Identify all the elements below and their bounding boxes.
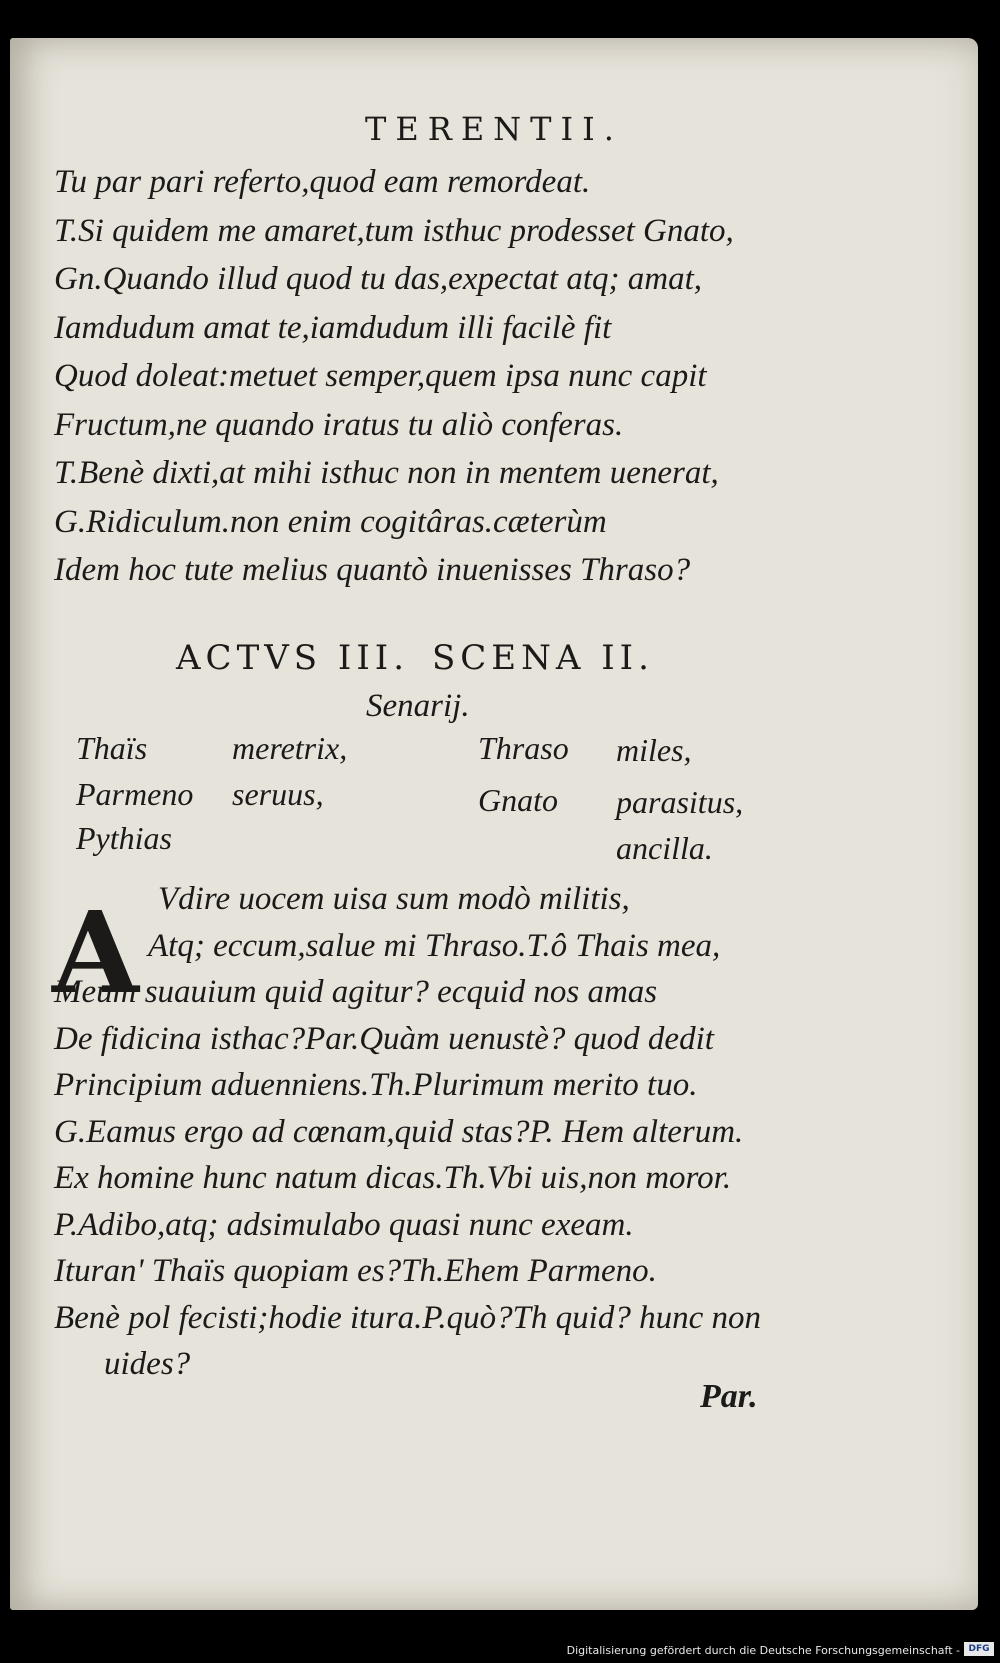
running-header: TERENTII. [365,110,623,148]
verse-line: Fructum,ne quando iratus tu aliò conferas. [54,406,624,443]
cast-role: seruus, [232,776,324,812]
digitization-footer [0,1635,1000,1663]
verse-line: Principium aduenniens.Th.Plurimum merito tuo. [54,1067,698,1103]
verse-line: Benè pol fecisti;hodie itura.P.quò?Th quid? hunc non [54,1299,761,1336]
verse-line: Tu par pari referto,quod eam remordeat. [54,164,591,200]
cast-role: miles, [616,732,692,768]
cast-role: meretrix, [232,730,348,766]
verse-line: Meum suauium quid agitur? ecquid nos amas [54,974,658,1010]
verse-line: Quod doleat:metuet semper,quem ipsa nunc capit [54,358,707,394]
book-page [10,38,978,1610]
catchword: Par. [700,1378,758,1415]
cast-name: Thaïs [76,730,148,766]
verse-line: Ituran' Thaïs quopiam es?Th.Ehem Parmeno. [54,1253,657,1289]
cast-name: Pythias [76,820,172,856]
verse-line: De fidicina isthac?Par.Quàm uenustè? quod dedit [54,1020,714,1057]
verse-line: T.Benè dixti,at mihi isthuc non in mentem uenerat, [54,455,719,491]
scene-verse-block [54,876,954,1388]
scene-label: SCENA II. [432,638,654,678]
verse-line: Atq; eccum,salue mi Thraso.T.ô Thais mea, [148,927,721,964]
footer-credit: Digitalisierung gefördert durch die Deutsche Forschungsgemeinschaft - [566,1644,960,1657]
verse-line: Gn.Quando illud quod tu das,expectat atq; amat, [54,261,703,297]
cast-role: ancilla. [616,830,713,866]
verse-line: Ex homine hunc natum dicas.Th.Vbi uis,non moror. [54,1160,732,1196]
cast-name: Gnato [478,782,558,818]
dfg-logo: DFG [964,1642,994,1656]
verse-line: G.Ridiculum.non enim cogitâras.cæterùm [54,503,607,540]
cast-name: Thraso [478,730,569,766]
cast-role: parasitus, [616,784,744,820]
verse-line: P.Adibo,atq; adsimulabo quasi nunc exeam. [54,1206,634,1243]
verse-line: Iamdudum amat te,iamdudum illi facilè fit [54,309,612,346]
verse-line: Vdire uocem uisa sum modò militis, [158,881,630,917]
cast-name: Parmeno [76,776,194,812]
verse-line: G.Eamus ergo ad cœnam,quid stas?P. Hem alterum. [54,1113,744,1150]
act-label: ACTVS III. [176,638,409,678]
verse-line: T.Si quidem me amaret,tum isthuc prodesset Gnato, [54,212,734,249]
meter-label: Senarij. [366,688,470,724]
verse-line: uides? [104,1346,191,1382]
verse-line: Idem hoc tute melius quantò inuenisses Thraso? [54,552,691,588]
drop-cap: A [52,888,139,1019]
